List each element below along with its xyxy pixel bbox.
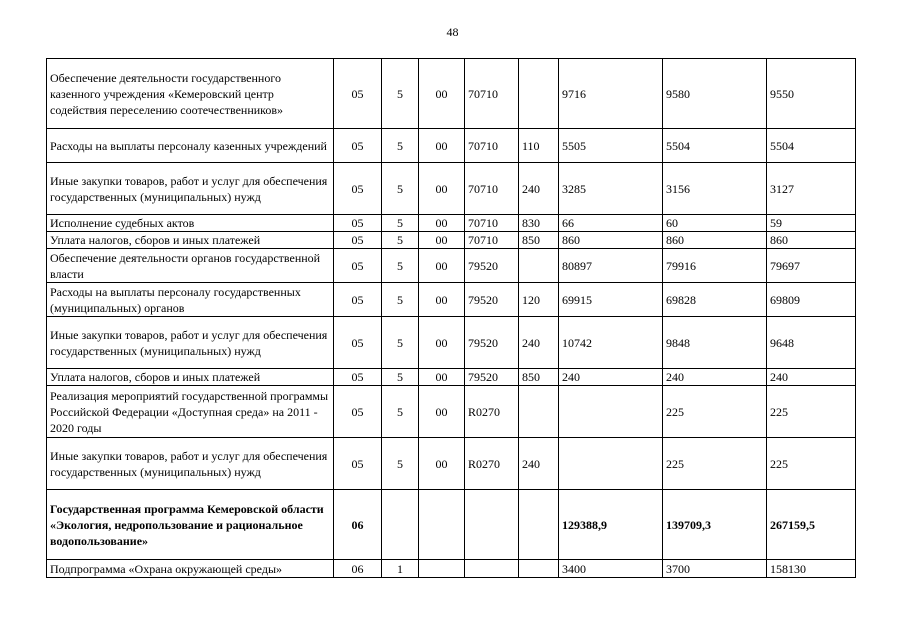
cell-y1: 80897 [559,249,663,283]
cell-sec: 05 [334,317,382,369]
cell-sub: 5 [382,317,419,369]
cell-type [519,490,559,560]
cell-type [519,59,559,129]
cell-y1: 3285 [559,163,663,215]
cell-code: R0270 [465,386,519,438]
cell-y2: 3156 [663,163,767,215]
cell-sec: 05 [334,369,382,386]
cell-y2: 225 [663,438,767,490]
cell-name: Уплата налогов, сборов и иных платежей [47,232,334,249]
cell-y1: 10742 [559,317,663,369]
cell-y3: 69809 [767,283,856,317]
cell-sub: 5 [382,386,419,438]
cell-y1: 860 [559,232,663,249]
cell-y1: 240 [559,369,663,386]
cell-prog: 00 [419,386,465,438]
cell-sub: 5 [382,232,419,249]
cell-y3: 9550 [767,59,856,129]
cell-type [519,249,559,283]
cell-y3: 267159,5 [767,490,856,560]
cell-y2: 240 [663,369,767,386]
cell-name: Обеспечение деятельности органов государственной власти [47,249,334,283]
cell-y3: 59 [767,215,856,232]
cell-code: 70710 [465,163,519,215]
cell-y2: 860 [663,232,767,249]
cell-sec: 05 [334,249,382,283]
cell-sec: 05 [334,129,382,163]
cell-sub: 5 [382,249,419,283]
table-row [47,386,856,438]
cell-y3: 3127 [767,163,856,215]
cell-sub: 5 [382,59,419,129]
table-row [47,232,856,249]
cell-code: 70710 [465,129,519,163]
table-row [47,317,856,369]
cell-y2: 9848 [663,317,767,369]
page-number: 48 [446,25,459,39]
cell-type: 830 [519,215,559,232]
cell-prog: 00 [419,283,465,317]
cell-y3: 5504 [767,129,856,163]
cell-prog: 00 [419,215,465,232]
cell-y2: 79916 [663,249,767,283]
cell-name: Расходы на выплаты персоналу государственных (муниципальных) органов [47,283,334,317]
cell-y3: 9648 [767,317,856,369]
cell-sec: 06 [334,490,382,560]
cell-code [465,490,519,560]
cell-type: 240 [519,163,559,215]
cell-sec: 05 [334,59,382,129]
cell-type [519,560,559,578]
cell-sub: 5 [382,163,419,215]
cell-prog [419,490,465,560]
cell-y2: 5504 [663,129,767,163]
cell-y1: 5505 [559,129,663,163]
cell-prog: 00 [419,249,465,283]
cell-y2: 60 [663,215,767,232]
cell-name: Государственная программа Кемеровской области «Экология, недропользование и рациональное водопользование» [47,490,334,560]
cell-code: 79520 [465,317,519,369]
table-row [47,163,856,215]
cell-y3: 240 [767,369,856,386]
cell-type: 120 [519,283,559,317]
cell-sub: 5 [382,129,419,163]
cell-y1: 69915 [559,283,663,317]
cell-prog: 00 [419,438,465,490]
cell-y3: 225 [767,386,856,438]
cell-prog: 00 [419,129,465,163]
cell-code: 79520 [465,249,519,283]
cell-prog: 00 [419,163,465,215]
cell-type: 850 [519,232,559,249]
table-row [47,59,856,129]
cell-y2: 139709,3 [663,490,767,560]
cell-y2: 69828 [663,283,767,317]
cell-name: Расходы на выплаты персоналу казенных учреждений [47,129,334,163]
cell-name: Иные закупки товаров, работ и услуг для обеспечения государственных (муниципальных) нужд [47,438,334,490]
cell-code: R0270 [465,438,519,490]
cell-sec: 05 [334,283,382,317]
cell-name: Реализация мероприятий государственной программы Российской Федерации «Доступная среда» на 2011 - 2020 годы [47,386,334,438]
cell-prog: 00 [419,317,465,369]
cell-sec: 05 [334,215,382,232]
cell-code: 79520 [465,369,519,386]
budget-table [46,58,856,578]
cell-code [465,560,519,578]
cell-code: 79520 [465,283,519,317]
cell-type: 850 [519,369,559,386]
cell-prog [419,560,465,578]
cell-name: Исполнение судебных актов [47,215,334,232]
cell-name: Уплата налогов, сборов и иных платежей [47,369,334,386]
cell-y2: 3700 [663,560,767,578]
cell-sub: 5 [382,438,419,490]
cell-sec: 05 [334,386,382,438]
cell-code: 70710 [465,215,519,232]
table-row [47,283,856,317]
cell-prog: 00 [419,369,465,386]
cell-sub: 5 [382,283,419,317]
cell-type: 240 [519,438,559,490]
cell-name: Обеспечение деятельности государственного казенного учреждения «Кемеровский центр содействия переселению соотечественников» [47,59,334,129]
cell-y2: 225 [663,386,767,438]
cell-sec: 06 [334,560,382,578]
cell-name: Иные закупки товаров, работ и услуг для обеспечения государственных (муниципальных) нужд [47,317,334,369]
cell-sec: 05 [334,232,382,249]
cell-sec: 05 [334,163,382,215]
cell-sec: 05 [334,438,382,490]
cell-sub [382,490,419,560]
table-row [47,215,856,232]
cell-y1: 3400 [559,560,663,578]
cell-y1 [559,438,663,490]
cell-y1: 66 [559,215,663,232]
cell-code: 70710 [465,59,519,129]
cell-prog: 00 [419,232,465,249]
cell-y3: 225 [767,438,856,490]
cell-type: 110 [519,129,559,163]
table-row [47,438,856,490]
table-row [47,490,856,560]
cell-type: 240 [519,317,559,369]
cell-sub: 5 [382,369,419,386]
table-row [47,129,856,163]
cell-y3: 79697 [767,249,856,283]
cell-code: 70710 [465,232,519,249]
cell-sub: 1 [382,560,419,578]
table-row [47,369,856,386]
cell-type [519,386,559,438]
cell-sub: 5 [382,215,419,232]
cell-y1 [559,386,663,438]
cell-y3: 158130 [767,560,856,578]
cell-name: Подпрограмма «Охрана окружающей среды» [47,560,334,578]
cell-name: Иные закупки товаров, работ и услуг для обеспечения государственных (муниципальных) нужд [47,163,334,215]
cell-y3: 860 [767,232,856,249]
table-row [47,249,856,283]
cell-y1: 129388,9 [559,490,663,560]
cell-y1: 9716 [559,59,663,129]
table-row [47,560,856,578]
cell-prog: 00 [419,59,465,129]
cell-y2: 9580 [663,59,767,129]
